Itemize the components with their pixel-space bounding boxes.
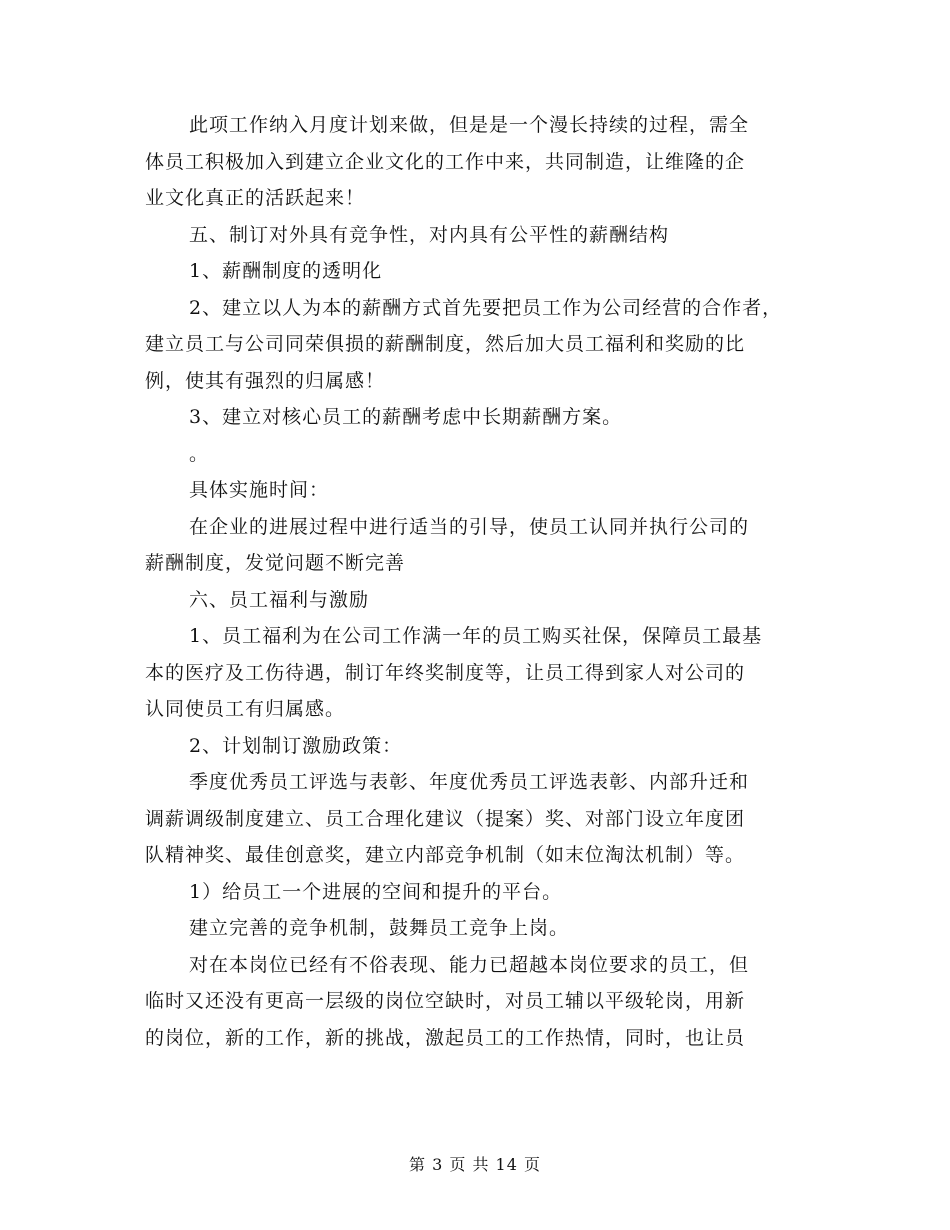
text-line: 3、建立对核心员工的薪酬考虑中长期薪酬方案。 bbox=[189, 406, 623, 428]
text-line: 对在本岗位已经有不俗表现、能力已超越本岗位要求的员工，但 bbox=[189, 953, 750, 976]
text-line: 2、建立以人为本的薪酬方式首先要把员工作为公司经营的合作者， bbox=[189, 296, 783, 319]
text-line: 1）给员工一个进展的空间和提升的平台。 bbox=[189, 880, 563, 903]
text-line: 1、薪酬制度的透明化 bbox=[189, 260, 383, 282]
text-line: 建立完善的竞争机制，鼓舞员工竞争上岗。 bbox=[189, 917, 570, 939]
page-footer: 第 3 页 共 14 页 bbox=[409, 1155, 541, 1174]
text-line: 本的医疗及工伤待遇，制订年终奖制度等，让员工得到家人对公司的 bbox=[145, 661, 746, 684]
text-line: 体员工积极加入到建立企业文化的工作中来，共同制造，让维隆的企 bbox=[145, 150, 746, 173]
text-line: 薪酬制度，发觉问题不断完善 bbox=[145, 552, 406, 574]
text-line: 五、制订对外具有竞争性，对内具有公平性的薪酬结构 bbox=[189, 223, 670, 246]
text-line: 例，使其有强烈的归属感！ bbox=[145, 369, 386, 392]
text-line: 季度优秀员工评选与表彰、年度优秀员工评选表彰、内部升迁和 bbox=[189, 771, 750, 793]
text-line: 的岗位，新的工作，新的挑战，激起员工的工作热情，同时，也让员 bbox=[145, 1026, 746, 1049]
text-line: 1、员工福利为在公司工作满一年的员工购买社保，保障员工最基 bbox=[189, 625, 763, 647]
text-line: 在企业的进展过程中进行适当的引导，使员工认同并执行公司的 bbox=[189, 515, 750, 538]
text-line: 2、计划制订激励政策： bbox=[189, 734, 403, 757]
text-line: 调薪调级制度建立、员工合理化建议（提案）奖、对部门设立年度团 bbox=[145, 807, 746, 830]
text-line: 。 bbox=[189, 442, 210, 465]
text-line: 此项工作纳入月度计划来做，但是是一个漫长持续的过程，需全 bbox=[189, 114, 750, 136]
text-line: 队精神奖、最佳创意奖，建立内部竞争机制（如末位淘汰机制）等。 bbox=[145, 844, 746, 866]
document-body bbox=[145, 107, 825, 1056]
text-line: 业文化真正的活跃起来！ bbox=[145, 187, 366, 209]
text-line: 临时又还没有更高一层级的岗位空缺时，对员工辅以平级轮岗，用新 bbox=[145, 990, 746, 1012]
text-line: 建立员工与公司同荣俱损的薪酬制度，然后加大员工福利和奖励的比 bbox=[145, 333, 746, 355]
text-line: 认同使员工有归属感。 bbox=[145, 698, 346, 720]
text-line: 具体实施时间： bbox=[189, 479, 330, 501]
text-line: 六、员工福利与激励 bbox=[189, 588, 370, 611]
